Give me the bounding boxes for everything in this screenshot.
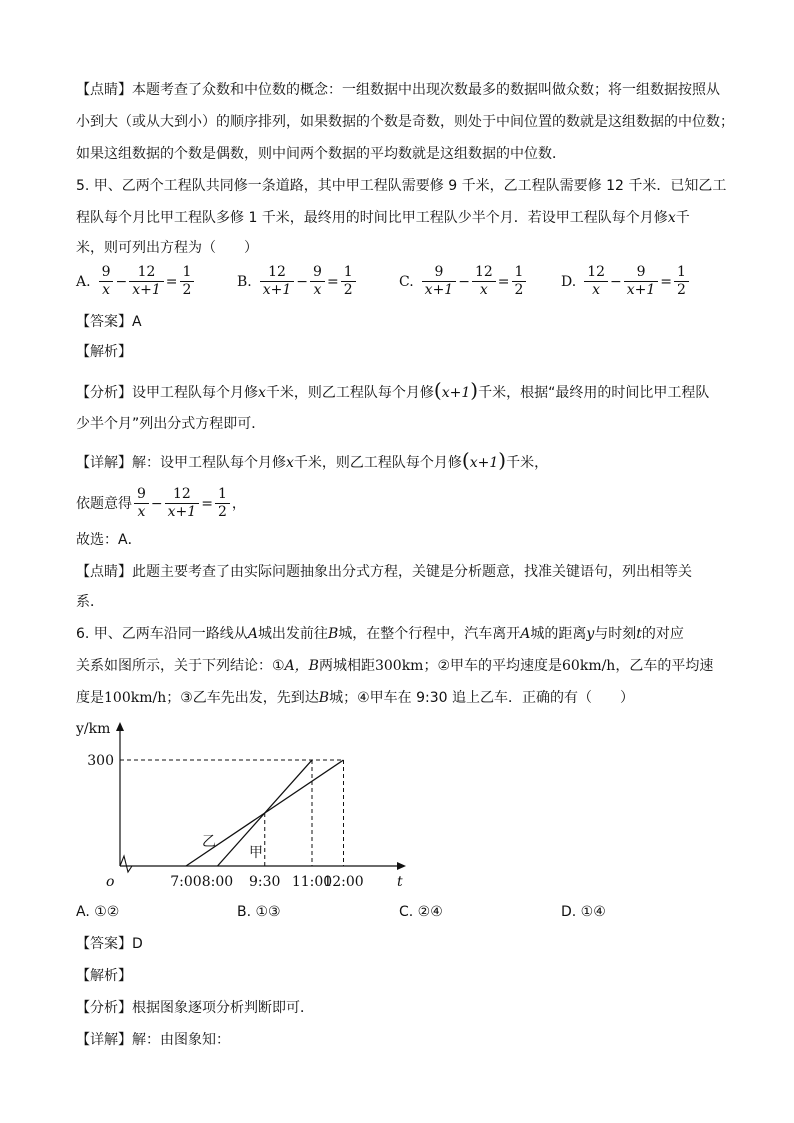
q6-stem-line-2: 关系如图所示，关于下列结论：①A，B两城相距300km；②甲车的平均速度是60km/h，乙车的平均速 bbox=[76, 658, 714, 674]
eq-fraction-3: $\frac{1}{2}$ bbox=[215, 486, 230, 521]
x-axis-arrow bbox=[397, 862, 406, 870]
option-fraction-2: $\frac{9}{x+1}$ bbox=[624, 264, 659, 299]
tip-line-3: 如果这组数据的个数是偶数，则中间两个数据的平均数就是这组数据的中位数． bbox=[76, 146, 566, 162]
q6-stem-line-3: 度是100km/h；③乙车先出发，先到达B城；④甲车在 9:30 追上乙车．正确的有（ ） bbox=[76, 690, 634, 706]
x-tick-label-1200: 12:00 bbox=[323, 874, 364, 890]
option-label: A. bbox=[76, 273, 91, 290]
q6-analysis: 【分析】根据图象逐项分析判断即可． bbox=[76, 1000, 314, 1016]
q6-option-d[interactable]: D. ①④ bbox=[561, 904, 606, 920]
q5-analysis-line-1: 【分析】设甲工程队每个月修x千米，则乙工程队每个月修(x+1)千米，根据“最终用的时间比甲工程队 bbox=[76, 378, 710, 402]
q6-answer: 【答案】D bbox=[76, 936, 143, 952]
option-fraction-2: $\frac{9}{x}$ bbox=[310, 264, 325, 299]
q6-stem-line-1: 6. 甲、乙两车沿同一路线从A城出发前往B城，在整个行程中，汽车离开A城的距离y与时刻t的对应 bbox=[76, 626, 684, 642]
option-fraction-3: $\frac{1}{2}$ bbox=[512, 264, 527, 299]
option-fraction-1: $\frac{9}{x+1}$ bbox=[422, 264, 457, 299]
y-tick-label-300: 300 bbox=[87, 753, 114, 769]
q5-detail-line: 【详解】解：设甲工程队每个月修x千米，则乙工程队每个月修(x+1)千米， bbox=[76, 448, 549, 472]
option-fraction-3: $\frac{1}{2}$ bbox=[341, 264, 356, 299]
x-tick-label-800: 8:00 bbox=[201, 874, 234, 890]
q5-option-d[interactable]: D. $\frac{12}{x}$ − $\frac{9}{x+1}$ = $\frac{1}{2}$ bbox=[561, 264, 691, 299]
q5-option-c[interactable]: C. $\frac{9}{x+1}$ − $\frac{12}{x}$ = $\frac{1}{2}$ bbox=[399, 264, 528, 299]
q5-option-a[interactable]: A. $\frac{9}{x}$ − $\frac{12}{x+1}$ = $\frac{1}{2}$ bbox=[76, 264, 196, 299]
distance-time-chart bbox=[66, 712, 426, 896]
eq-fraction-1: $\frac{9}{x}$ bbox=[134, 486, 149, 521]
series-label-乙: 乙 bbox=[202, 834, 216, 850]
tip-line-2: 小到大（或从大到小）的顺序排列，如果数据的个数是奇数，则处于中间位置的数就是这组数据的中位数； bbox=[76, 114, 734, 130]
option-label: D. bbox=[561, 273, 577, 290]
q5-equation: 依题意得 $\frac{9}{x}$ − $\frac{12}{x+1}$ = $\frac{1}{2}$ ， bbox=[76, 486, 246, 520]
q5-answer: 【答案】A bbox=[76, 314, 142, 330]
q5-tip-line-2: 系． bbox=[76, 594, 104, 610]
y-axis-arrow bbox=[116, 722, 124, 731]
option-label: C. bbox=[399, 273, 414, 290]
q5-stem-line-3: 米，则可列出方程为（ ） bbox=[76, 240, 258, 256]
option-fraction-1: $\frac{12}{x}$ bbox=[584, 264, 608, 299]
q6-option-c[interactable]: C. ②④ bbox=[399, 904, 443, 920]
q5-analysis-title: 【解析】 bbox=[76, 344, 132, 360]
q5-tip-line-1: 【点睛】此题主要考查了由实际问题抽象出分式方程，关键是分析题意，找准关键语句，列出相等关 bbox=[76, 564, 692, 580]
x-tick-label-1100: 11:00 bbox=[291, 874, 333, 890]
q5-stem-line-2: 程队每个月比甲工程队多修 1 千米，最终用的时间比甲工程队少半个月．若设甲工程队每个月修x千 bbox=[76, 210, 690, 226]
origin-label: o bbox=[106, 874, 115, 890]
y-axis-label: y/km bbox=[76, 721, 111, 737]
option-fraction-1: $\frac{9}{x}$ bbox=[99, 264, 114, 299]
q6-option-b[interactable]: B. ①③ bbox=[237, 904, 281, 920]
q6-analysis-title: 【解析】 bbox=[76, 968, 132, 984]
q5-choice: 故选：A． bbox=[76, 532, 142, 548]
option-fraction-2: $\frac{12}{x+1}$ bbox=[129, 264, 164, 299]
q5-option-b[interactable]: B. $\frac{12}{x+1}$ − $\frac{9}{x}$ = $\frac{1}{2}$ bbox=[237, 264, 358, 299]
tip-line-1: 【点睛】本题考查了众数和中位数的概念：一组数据中出现次数最多的数据叫做众数；将一组数据按照从 bbox=[76, 82, 720, 98]
x-axis-label: t bbox=[397, 874, 403, 890]
axis-break bbox=[120, 856, 132, 872]
option-fraction-3: $\frac{1}{2}$ bbox=[180, 264, 195, 299]
option-fraction-2: $\frac{12}{x}$ bbox=[472, 264, 496, 299]
q5-stem-line-1: 5. 甲、乙两个工程队共同修一条道路，其中甲工程队需要修 9 千米，乙工程队需要修 12 千米．已知乙工 bbox=[76, 178, 727, 194]
q5-analysis-line-2: 少半个月”列出分式方程即可． bbox=[76, 416, 266, 432]
option-fraction-3: $\frac{1}{2}$ bbox=[674, 264, 689, 299]
x-tick-label-700: 7:00 bbox=[170, 874, 202, 890]
eq-fraction-2: $\frac{12}{x+1}$ bbox=[165, 486, 200, 521]
option-label: B. bbox=[237, 273, 252, 290]
option-fraction-1: $\frac{12}{x+1}$ bbox=[260, 264, 295, 299]
series-label-甲: 甲 bbox=[249, 845, 263, 861]
q6-option-a[interactable]: A. ①② bbox=[76, 904, 120, 920]
x-tick-label-930: 9:30 bbox=[249, 874, 281, 890]
q6-detail: 【详解】解：由图象知： bbox=[76, 1032, 230, 1048]
